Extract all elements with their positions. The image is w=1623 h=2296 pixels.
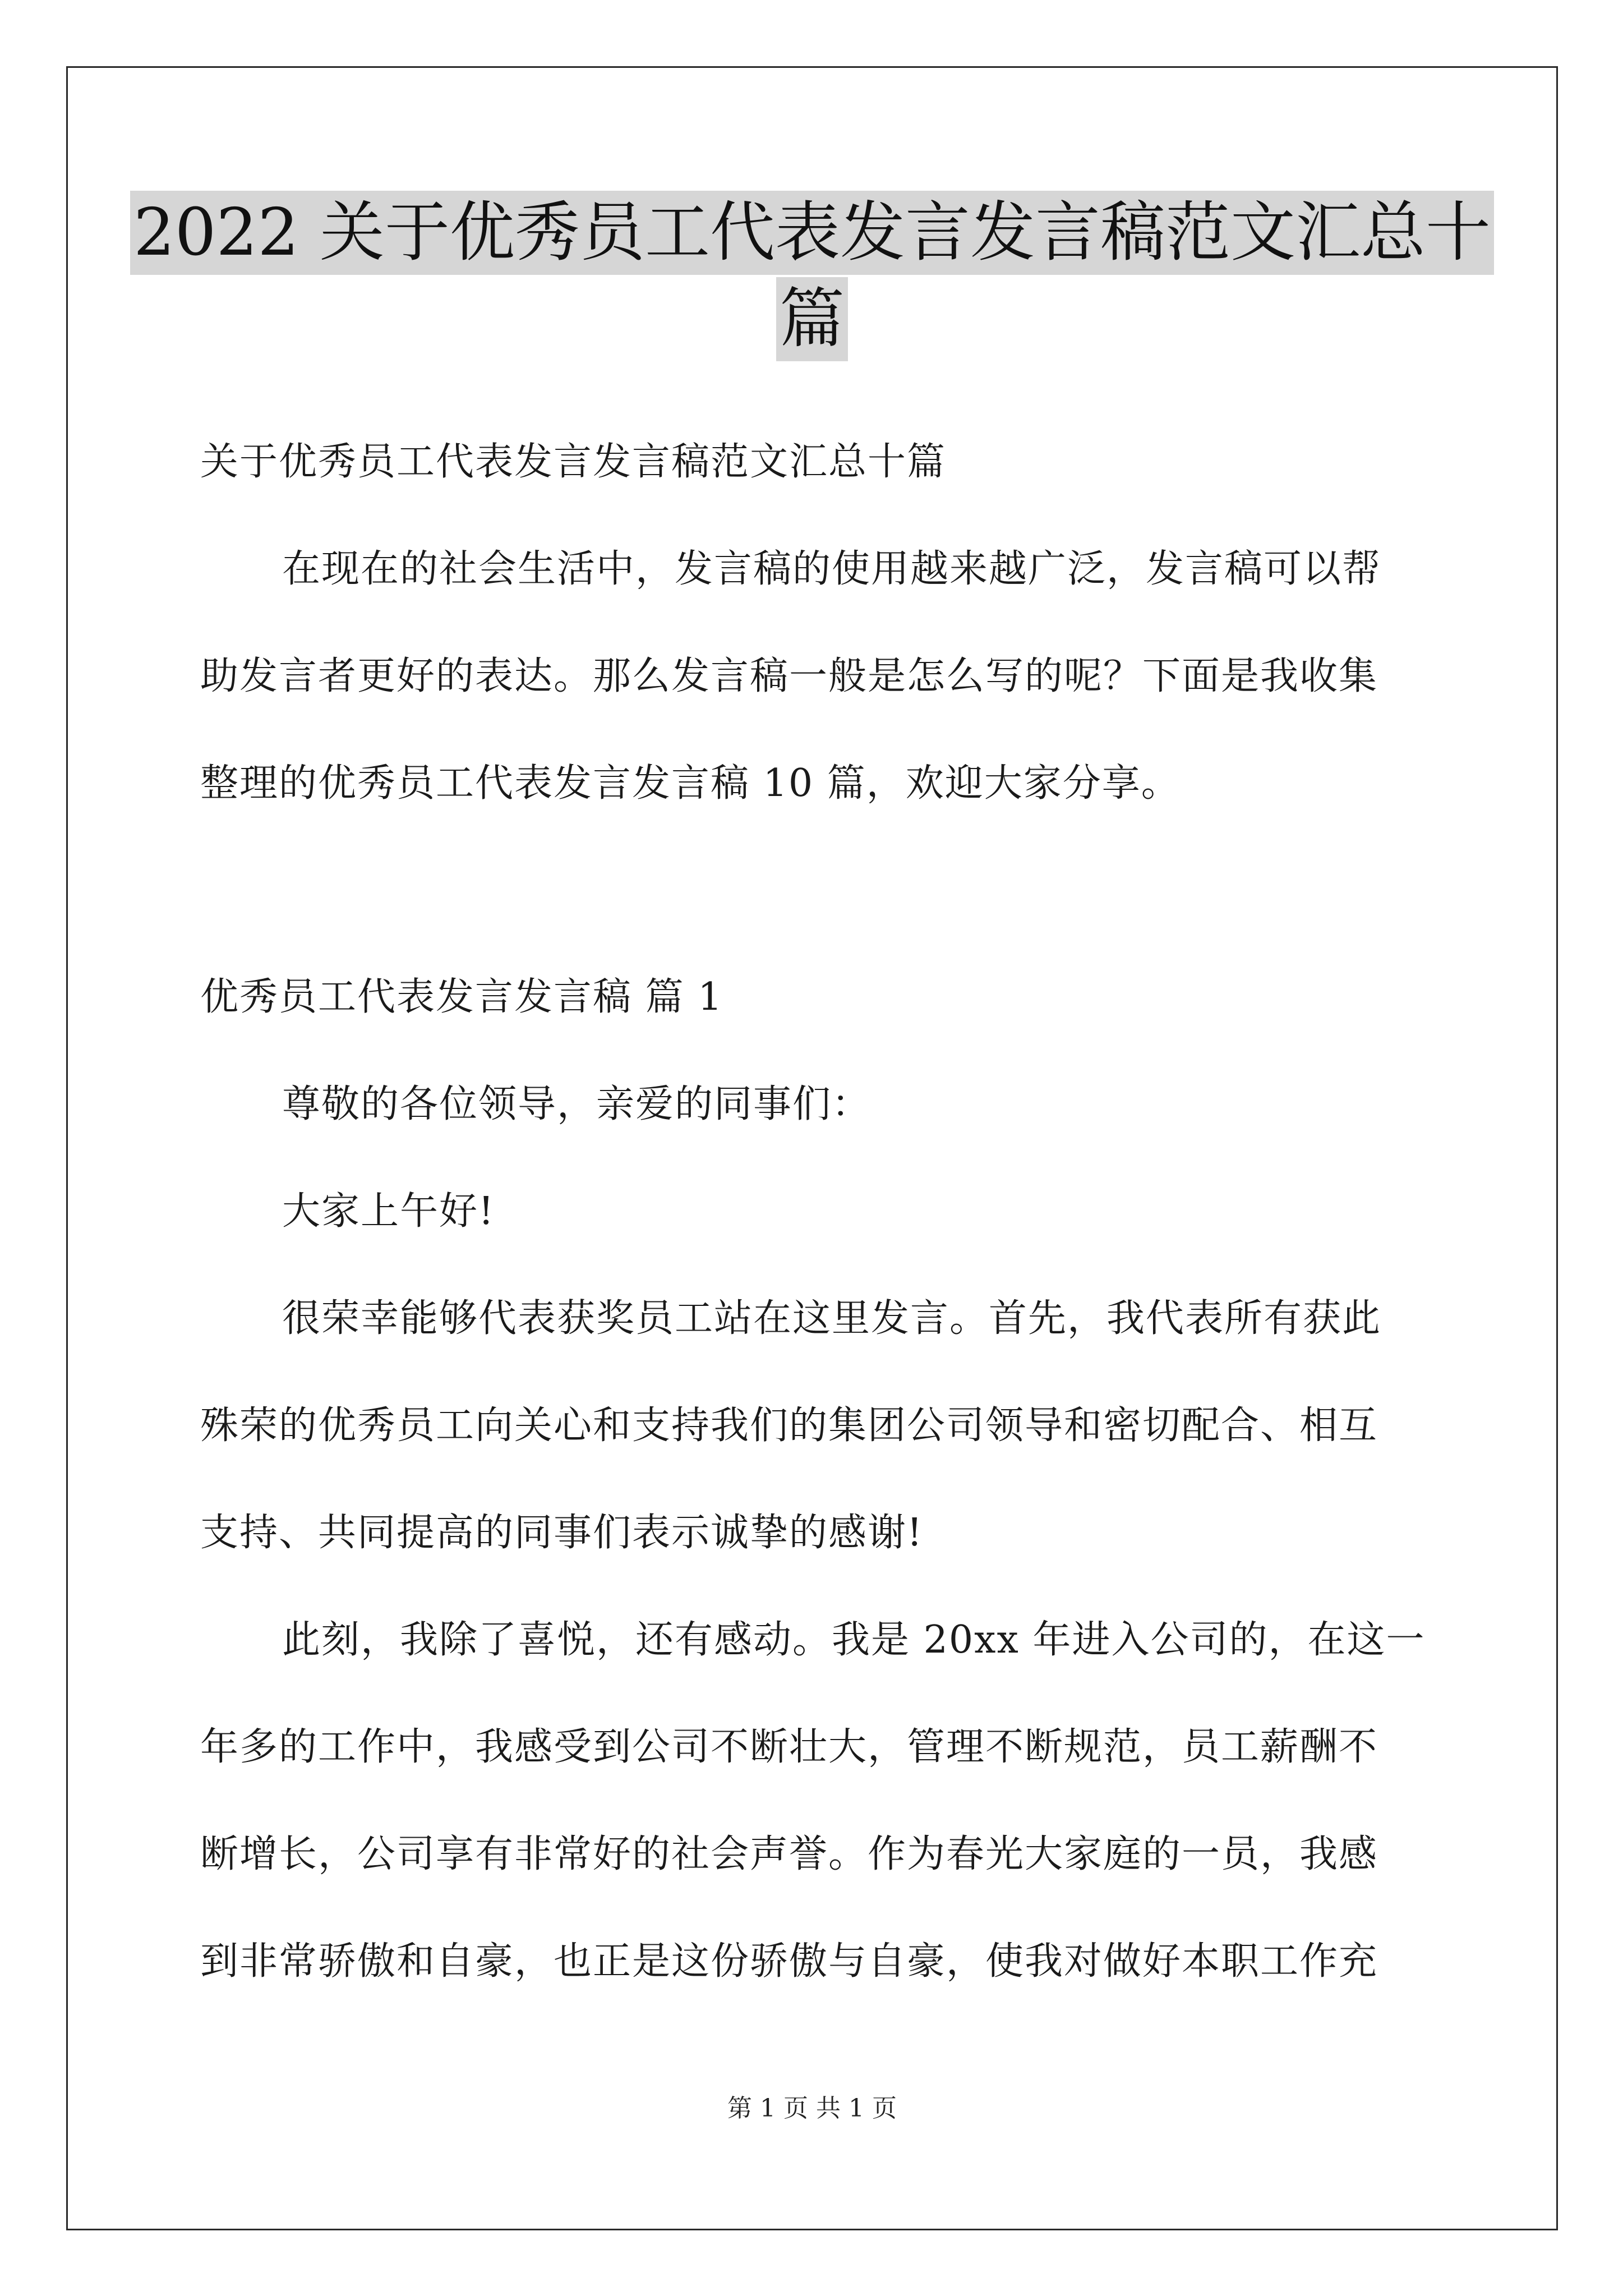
greeting: 尊敬的各位领导，亲爱的同事们：: [282, 1082, 872, 1126]
intro-line-3: 整理的优秀员工代表发言发言稿 10 篇，欢迎大家分享。: [200, 761, 1181, 806]
title-line-2: 篇: [776, 277, 848, 361]
paragraph2-line-3: 断增长，公司享有非常好的社会声誉。作为春光大家庭的一员，我感: [200, 1832, 1378, 1876]
paragraph2-line-4: 到非常骄傲和自豪，也正是这份骄傲与自豪，使我对做好本职工作充: [200, 1939, 1378, 1984]
document-title: [66, 191, 1558, 361]
paragraph1-line-2: 殊荣的优秀员工向关心和支持我们的集团公司领导和密切配合、相互: [200, 1404, 1378, 1448]
paragraph2-line-2: 年多的工作中，我感受到公司不断壮大，管理不断规范，员工薪酬不: [200, 1725, 1378, 1769]
paragraph1-line-1: 很荣幸能够代表获奖员工站在这里发言。首先，我代表所有获此: [282, 1296, 1382, 1341]
salutation: 大家上午好!: [282, 1189, 495, 1234]
subtitle: 关于优秀员工代表发言发言稿范文汇总十篇: [200, 440, 947, 484]
page-border: [66, 66, 1558, 2230]
title-line-1: 2022 关于优秀员工代表发言发言稿范文汇总十: [130, 191, 1494, 275]
paragraph1-line-3: 支持、共同提高的同事们表示诚挚的感谢!: [200, 1511, 924, 1555]
section-heading: 优秀员工代表发言发言稿 篇 1: [200, 975, 723, 1019]
intro-line-1: 在现在的社会生活中，发言稿的使用越来越广泛，发言稿可以帮: [282, 547, 1382, 591]
paragraph2-line-1: 此刻，我除了喜悦，还有感动。我是 20xx 年进入公司的，在这一: [282, 1618, 1426, 1662]
intro-line-2: 助发言者更好的表达。那么发言稿一般是怎么写的呢？下面是我收集: [200, 654, 1378, 698]
page-footer: 第 1 页 共 1 页: [727, 2094, 897, 2123]
